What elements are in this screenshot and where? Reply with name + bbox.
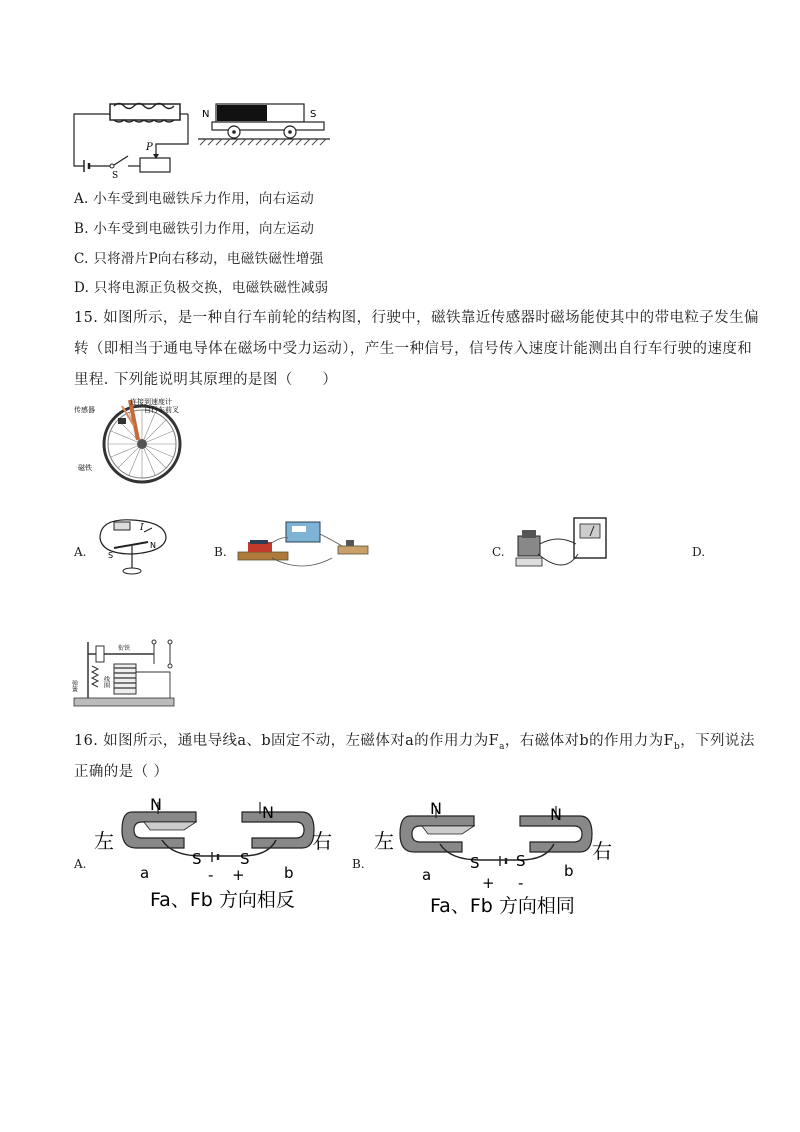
label-switch: S [112, 171, 119, 181]
fig-a-a: a [140, 864, 150, 882]
q16-figure-b-magnets [370, 796, 620, 920]
q15-choice-b-label: B. [214, 545, 227, 559]
fig-a-current: I [140, 523, 144, 533]
label-s: S [310, 109, 317, 120]
fig-a-minus: - [208, 866, 214, 884]
fig-b-minus: - [518, 874, 524, 892]
q15-line-2: 转（即相当于通电导体在磁场中受力运动），产生一种信号，信号传入速度计能测出自行车行驶的速度和 [74, 341, 753, 357]
relay-label-coil: 线圈 [102, 676, 110, 688]
relay-label-armature: 衔铁 [118, 645, 131, 652]
electromagnet-cart-figure [64, 96, 344, 180]
fig-a-n1: N [150, 795, 162, 814]
fig-b-n1: N [430, 799, 442, 818]
q16-sub-b: b [674, 741, 681, 752]
q16-figure-a-magnets [92, 796, 342, 916]
q14-option-d: D. 只将电源正负极交换，电磁铁磁性减弱 [74, 280, 329, 296]
q15-line-1: 15. 如图所示，是一种自行车前轮的结构图，行驶中，磁铁靠近传感器时磁场能使其中的带电粒子发生偏 [74, 310, 759, 326]
q15-figure-a-compass-wire [90, 508, 174, 578]
fig-b-a: a [422, 866, 432, 884]
fig-b-right: 右 [592, 839, 612, 863]
q16-choice-b-label: B. [352, 857, 365, 871]
fig-a-left: 左 [94, 829, 114, 853]
q15-figure-d-relay [70, 636, 180, 710]
q14-option-c: C. 只将滑片P向右移动，电磁铁磁性增强 [74, 251, 324, 267]
q15-choice-d-label: D. [692, 545, 706, 559]
fig-a-caption: Fa、Fb 方向相反 [150, 889, 295, 911]
fig-b-left: 左 [374, 829, 394, 853]
bike-label-sensor: 传感器 [74, 406, 95, 414]
relay-label-spring: 弹簧 [70, 680, 78, 692]
fig-a-s: S [108, 551, 114, 560]
q16-line-1-pre: 16. 如图所示，通电导线a、b固定不动，左磁体对a的作用力为F [74, 733, 500, 749]
q15-line-3: 里程. 下列能说明其原理的是图（ ） [74, 372, 338, 388]
q16-line-1 [74, 732, 755, 756]
fig-a-s2: S [240, 850, 250, 868]
fig-b-b: b [564, 862, 574, 880]
fig-b-n2: N [550, 805, 562, 824]
label-p: P [146, 142, 153, 153]
fig-a-right: 右 [312, 829, 332, 853]
q15-choice-a-label: A. [74, 545, 87, 559]
fig-b-plus: + [482, 874, 495, 892]
q15-figure-c-meter-circuit [508, 514, 612, 576]
fig-a-s1: S [192, 850, 202, 868]
fig-a-plus: + [232, 866, 245, 884]
bike-label-meter: 连接到速度计 [130, 398, 172, 406]
q16-sub-a: a [499, 741, 505, 752]
fig-a-n: N [150, 541, 156, 550]
q15-choice-c-label: C. [492, 545, 505, 559]
q16-line-2: 正确的是（ ） [74, 764, 169, 780]
fig-a-b: b [284, 864, 294, 882]
fig-b-caption: Fa、Fb 方向相同 [430, 895, 575, 917]
bike-label-magnet: 磁铁 [78, 464, 92, 472]
q15-figure-b-generator [232, 518, 378, 574]
q16-line-1-mid: ，右磁体对b的作用力为F [504, 733, 675, 749]
fig-b-s2: S [516, 852, 526, 870]
bike-label-fork: 自行车前叉 [144, 406, 179, 414]
q14-option-a: A. 小车受到电磁铁斥力作用，向右运动 [74, 191, 315, 207]
q14-option-b: B. 小车受到电磁铁引力作用，向左运动 [74, 221, 315, 237]
fig-b-s1: S [470, 854, 480, 872]
label-n: N [202, 109, 210, 120]
q16-choice-a-label: A. [74, 857, 87, 871]
q16-line-1-post: ，下列说法 [680, 733, 755, 749]
fig-a-n2: N [262, 803, 274, 822]
bicycle-wheel-figure [72, 396, 202, 486]
